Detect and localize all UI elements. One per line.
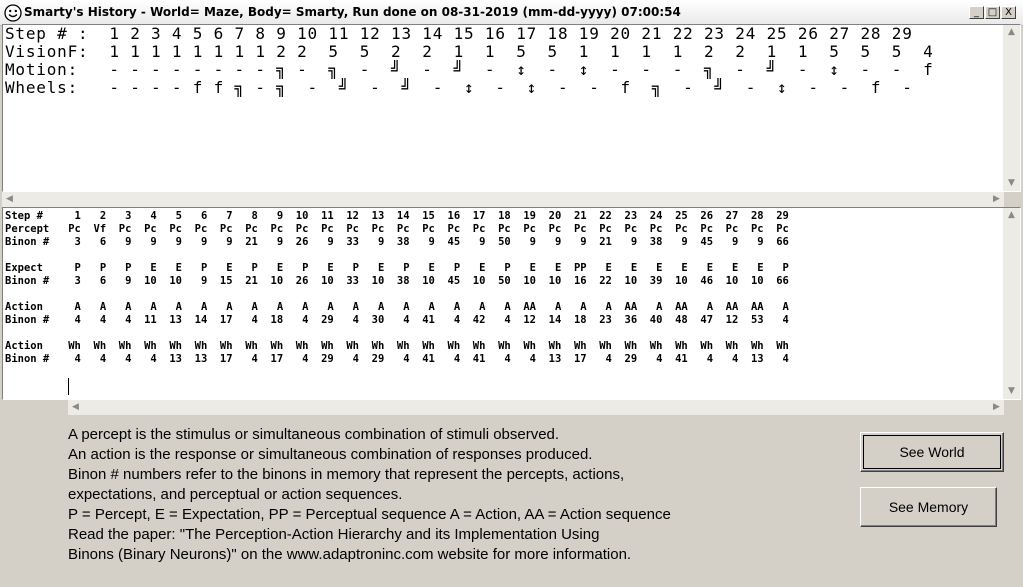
binon-table-row: Action A A A A A A A A A A A A A A A A A A AA A A A AA A AA A AA AA A (5, 301, 789, 313)
lower-horizontal-scrollbar[interactable] (68, 400, 1004, 415)
see-world-label: See World (899, 444, 965, 460)
binon-detail-content (3, 208, 1003, 399)
step-row: Step # : 1 2 3 4 5 6 7 8 9 10 11 12 13 14 15 16 17 18 19 20 21 22 23 24 25 26 27 28 29 (5, 25, 913, 43)
info-line: An action is the response or simultaneous combination of responses produced. (68, 446, 593, 463)
see-world-button[interactable] (860, 432, 1004, 472)
scroll-left-icon[interactable]: ◀ (72, 402, 79, 412)
scroll-down-icon[interactable]: ▼ (1008, 178, 1015, 188)
binon-table-row: Percept Pc Vf Pc Pc Pc Pc Pc Pc Pc Pc Pc Pc Pc Pc Pc Pc Pc Pc Pc Pc Pc Pc Pc Pc Pc Pc Pc Pc Pc (5, 223, 789, 235)
binon-table-row: Binon # 4 4 4 4 13 13 17 4 17 4 29 4 29 4 41 4 41 4 4 13 17 4 29 4 41 4 4 13 4 (5, 353, 789, 365)
close-button[interactable]: X (1001, 6, 1016, 19)
binon-detail-textbox[interactable] (2, 207, 1021, 400)
info-line: Binon # numbers refer to the binons in memory that represent the percepts, actions, (68, 466, 625, 483)
scroll-right-icon[interactable]: ▶ (993, 194, 1000, 204)
title-bar (0, 0, 1023, 26)
vision-row: VisionF: 1 1 1 1 1 1 1 1 2 2 5 5 2 2 1 1 5 5 1 1 1 1 2 2 1 1 5 5 5 4 (5, 42, 934, 61)
scroll-up-icon[interactable]: ▲ (1008, 27, 1015, 37)
binon-table-row: Binon # 3 6 9 9 9 9 9 21 9 26 9 33 9 38 9 45 9 50 9 9 9 21 9 38 9 45 9 9 66 (5, 236, 789, 248)
scroll-up-icon[interactable]: ▲ (1008, 210, 1015, 220)
smiley-icon (4, 4, 22, 22)
binon-table-row: Expect P P P E E P E P E P E P E P E P E P E E PP E E E E E E E P (5, 262, 789, 274)
binon-table-row: Step # 1 2 3 4 5 6 7 8 9 10 11 12 13 14 15 16 17 18 19 20 21 22 23 24 25 26 27 28 29 (5, 210, 789, 222)
upper-vertical-scrollbar[interactable] (1003, 25, 1020, 191)
text-cursor (68, 378, 69, 395)
history-summary-textbox[interactable] (2, 24, 1021, 192)
binon-table-row: Binon # 4 4 4 11 13 14 17 4 18 4 29 4 30 4 41 4 42 4 12 14 18 23 36 40 48 47 12 53 4 (5, 314, 789, 326)
minimize-button[interactable]: _ (969, 6, 984, 19)
scroll-left-icon[interactable]: ◀ (6, 194, 13, 204)
see-memory-button[interactable] (860, 487, 997, 527)
binon-table-row: Binon # 3 6 9 10 10 9 15 21 10 26 10 33 10 38 10 45 10 50 10 10 16 22 10 39 10 46 10 10 66 (5, 275, 789, 287)
upper-horizontal-scrollbar[interactable] (2, 192, 1004, 207)
lower-vertical-scrollbar[interactable] (1003, 208, 1020, 399)
wheels-row: Wheels: - - - - f f ╗ - ╗ - ╝ - ╝ - ↕ - ↕ - - f ╗ - ╝ - ↕ - - f - (5, 78, 913, 97)
motion-row: Motion: - - - - - - - - ╗ - ╗ - ╝ - ╝ - ↕ - ↕ - - - ╗ - ╝ - ↕ - - f (5, 60, 934, 79)
legend-info-text (68, 425, 828, 565)
see-memory-label: See Memory (888, 499, 969, 515)
binon-table-row: Action Wh Wh Wh Wh Wh Wh Wh Wh Wh Wh Wh Wh Wh Wh Wh Wh Wh Wh Wh Wh Wh Wh Wh Wh Wh Wh Wh Wh Wh (5, 340, 789, 352)
info-line: A percept is the stimulus or simultaneous combination of stimuli observed. (68, 426, 560, 443)
info-line: expectations, and perceptual or action sequences. (68, 486, 403, 503)
history-summary-content (3, 25, 1003, 191)
scroll-down-icon[interactable]: ▼ (1008, 386, 1015, 396)
window-title: Smarty's History - World= Maze, Body= Smarty, Run done on 08-31-2019 (mm-dd-yyyy) 07:00:54 (24, 5, 681, 19)
info-line: Read the paper: "The Perception-Action Hierarchy and its Implementation Using (68, 526, 600, 543)
info-line: Binons (Binary Neurons)" on the www.adaptroninc.com website for more information. (68, 546, 632, 563)
info-line: P = Percept, E = Expectation, PP = Perceptual sequence A = Action, AA = Action sequence (68, 506, 671, 523)
scroll-right-icon[interactable]: ▶ (993, 402, 1000, 412)
maximize-button[interactable]: □ (985, 6, 1000, 19)
